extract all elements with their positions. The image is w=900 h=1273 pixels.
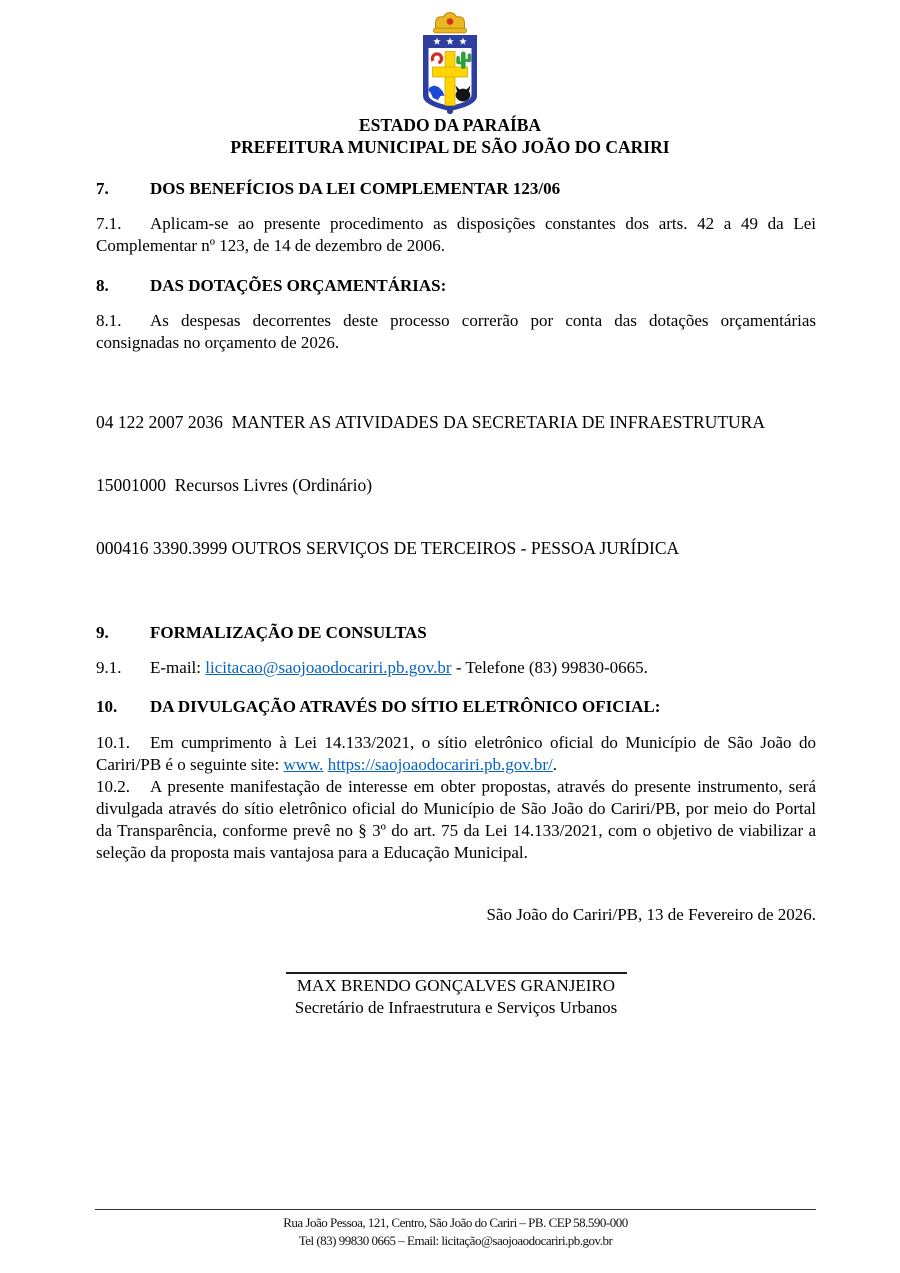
document-body — [96, 178, 816, 1019]
coat-of-arms-graphic — [407, 11, 493, 114]
paragraph-10-1 — [96, 732, 816, 776]
section-number: 7. — [96, 179, 109, 198]
crown-icon — [434, 13, 467, 33]
section-number: 8. — [96, 276, 109, 295]
paragraph-text: E-mail: — [150, 658, 206, 677]
letterhead-state: ESTADO DA PARAÍBA — [358, 115, 542, 135]
paragraph-text: A presente manifestação de interesse em obter propostas, através do presente instrumento, será divulgada através do sítio eletrônico oficial do Município de São João do Cariri/PB, por meio do Portal da Transparência, conforme prevê no § 3º do art. 75 da Lei 14.133/2021, com o objetivo de viabilizar a seleção da proposta mais vantajosa para a Educação Municipal. — [96, 777, 816, 862]
paragraph-8-1 — [96, 310, 816, 354]
signatory-name: MAX BRENDO GONÇALVES GRANJEIRO — [296, 976, 616, 995]
item-number: 8.1. — [96, 311, 122, 330]
section-title: FORMALIZAÇÃO DE CONSULTAS — [150, 623, 427, 642]
budget-line: 04 122 2007 2036 MANTER AS ATIVIDADES DA SECRETARIA DE INFRAESTRUTURA — [96, 412, 765, 432]
letterhead-municipality: PREFEITURA MUNICIPAL DE SÃO JOÃO DO CARIRI — [230, 137, 670, 157]
footer-address: Rua João Pessoa, 121, Centro, São João do Cariri – PB. CEP 58.590-000 — [283, 1215, 628, 1230]
item-number: 7.1. — [96, 214, 122, 233]
letterhead — [0, 114, 900, 158]
item-number: 10.2. — [96, 777, 130, 796]
section-10-heading — [96, 696, 816, 718]
budget-allocation-block — [96, 370, 816, 601]
email-link[interactable]: licitacao@saojoaodocariri.pb.gov.br — [205, 658, 452, 677]
paragraph-text: Aplicam-se ao presente procedimento as disposições constantes dos arts. 42 a 49 da Lei Complementar nº 123, de 14 de dezembro de 2006. — [96, 214, 816, 255]
signatory-role: Secretário de Infraestrutura e Serviços Urbanos — [294, 998, 618, 1017]
item-number: 10.1. — [96, 733, 130, 752]
paragraph-9-1 — [96, 657, 816, 679]
section-7-heading — [96, 178, 816, 200]
section-title: DA DIVULGAÇÃO ATRAVÉS DO SÍTIO ELETRÔNICO OFICIAL: — [150, 697, 661, 716]
item-number: 9.1. — [96, 658, 122, 677]
paragraph-7-1 — [96, 213, 816, 257]
budget-line: 15001000 Recursos Livres (Ordinário) — [96, 475, 373, 495]
section-8-heading — [96, 275, 816, 297]
dateline: São João do Cariri/PB, 13 de Fevereiro de 2026. — [486, 905, 816, 924]
section-title: DOS BENEFÍCIOS DA LEI COMPLEMENTAR 123/06 — [150, 179, 561, 198]
section-9-heading — [96, 622, 816, 644]
paragraph-text: - Telefone (83) 99830-0665. — [451, 658, 648, 677]
official-site-link[interactable]: https://saojoaodocariri.pb.gov.br/ — [327, 755, 553, 774]
coat-of-arms — [0, 0, 900, 114]
paragraph-text: As despesas decorrentes deste processo correrão por conta das dotações orçamentárias consignadas no orçamento de 2026. — [96, 311, 816, 352]
paragraph-10-2 — [96, 776, 816, 864]
section-title: DAS DOTAÇÕES ORÇAMENTÁRIAS: — [150, 276, 447, 295]
page-footer — [95, 1209, 816, 1249]
www-link[interactable]: www. — [283, 755, 324, 774]
shield-icon — [423, 35, 477, 114]
footer-contact: Tel (83) 99830 0665 – Email: licitação@saojoaodocariri.pb.gov.br — [298, 1232, 613, 1248]
signature-rule — [286, 972, 627, 974]
section-number: 9. — [96, 623, 109, 642]
section-number: 10. — [96, 697, 118, 716]
paragraph-text: Em cumprimento à Lei 14.133/2021, o sítio eletrônico oficial do Município de São João do Cariri/PB é o seguinte site: — [96, 733, 816, 774]
signature-block — [96, 972, 816, 1019]
paragraph-text: . — [552, 755, 557, 774]
footer-rule — [95, 1209, 816, 1210]
budget-line: 000416 3390.3999 OUTROS SERVIÇOS DE TERCEIROS - PESSOA JURÍDICA — [96, 538, 680, 558]
